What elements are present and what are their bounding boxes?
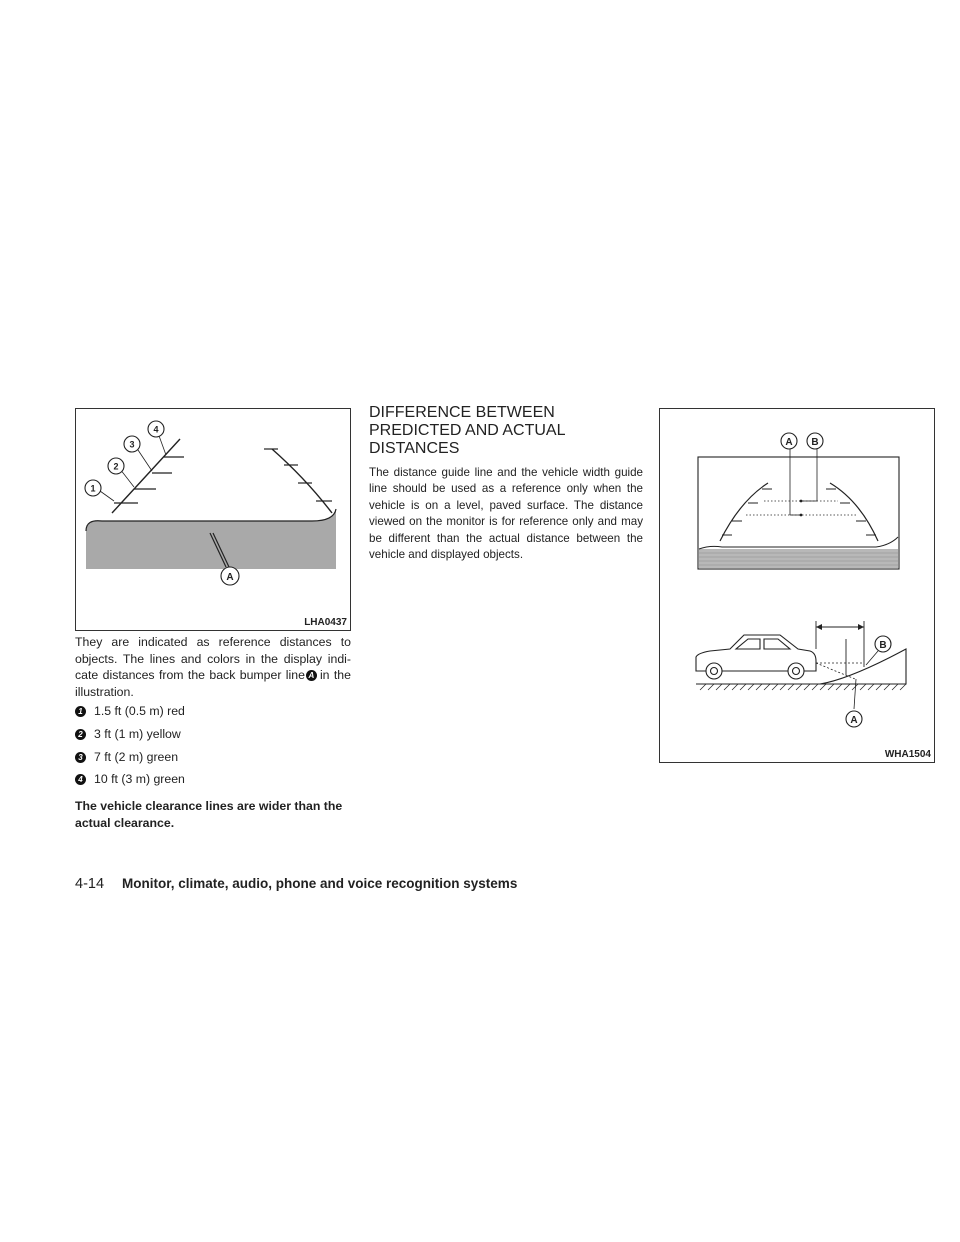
car-icon [696, 635, 816, 679]
marker-1-icon: 1 [75, 706, 86, 717]
bumper-area [86, 509, 336, 569]
svg-text:B: B [879, 640, 887, 651]
callout-2 [108, 458, 124, 474]
figure-code: WHA1504 [884, 749, 931, 760]
marker-2-icon: 2 [75, 729, 86, 740]
svg-text:A: A [850, 715, 858, 726]
svg-text:B: B [811, 437, 819, 448]
slope [820, 649, 906, 684]
right-guide-line [272, 449, 332, 513]
callout-a-top [781, 433, 797, 449]
svg-text:1: 1 [90, 483, 96, 494]
svg-text:A: A [785, 437, 793, 448]
marker-a-icon: A [306, 670, 317, 681]
figure-predicted-vs-actual [659, 408, 935, 763]
intro-paragraph: They are indicated as reference distances to objects. The lines and colors in the display indi- cate distances from the back bumper line A in the illustration. [75, 635, 351, 699]
figure-code: LHA0437 [304, 617, 347, 628]
rearview-display-illustration [76, 409, 350, 630]
list-item: 2 3 ft (1 m) yellow [75, 727, 181, 741]
figure-rearview-guide-lines [75, 408, 351, 631]
callout-b-top [807, 433, 823, 449]
list-item: 4 10 ft (3 m) green [75, 772, 185, 786]
callout-4 [148, 421, 164, 437]
svg-text:2: 2 [113, 461, 119, 472]
callout-a [221, 567, 239, 585]
svg-text:4: 4 [153, 424, 159, 435]
marker-4-icon: 4 [75, 774, 86, 785]
callout-a-bottom [846, 711, 862, 727]
svg-text:A: A [226, 572, 234, 583]
callout-3 [124, 436, 140, 452]
distance-difference-illustration [660, 409, 934, 762]
left-guide-line [112, 439, 180, 513]
section-title: Monitor, climate, audio, phone and voice recognition systems [122, 876, 518, 891]
list-item: 3 7 ft (2 m) green [75, 750, 178, 764]
marker-3-icon: 3 [75, 752, 86, 763]
clearance-note: The vehicle clearance lines are wider than the actual clearance. [75, 799, 343, 830]
list-item: 1 1.5 ft (0.5 m) red [75, 704, 185, 718]
svg-text:3: 3 [129, 439, 135, 450]
section-heading: DIFFERENCE BETWEEN PREDICTED AND ACTUAL DISTANCES [369, 404, 565, 457]
body-paragraph: The distance guide line and the vehicle width guide line should be used as a reference only when the vehicle is on a level, paved surface. The distance viewed on the monitor is for reference only and may be different than the actual distance between the vehicle and displayed objects. [369, 466, 643, 562]
page-number: 4-14 [75, 876, 105, 892]
callout-1 [85, 480, 101, 496]
callout-b-bottom [875, 636, 891, 652]
